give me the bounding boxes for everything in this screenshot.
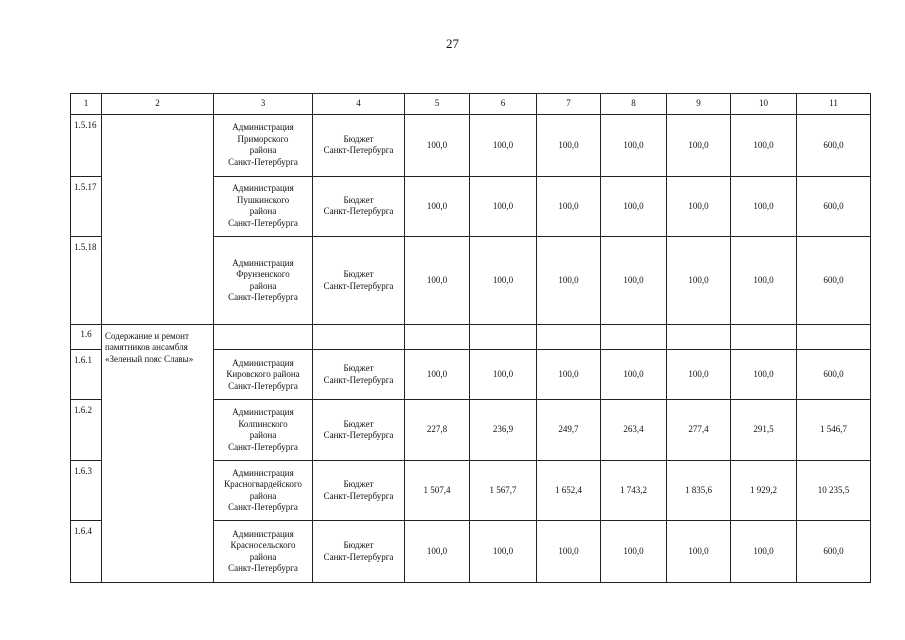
total-cell: 600,0 bbox=[797, 115, 871, 177]
header-cell: 2 bbox=[102, 94, 214, 115]
value-cell: 100,0 bbox=[601, 176, 667, 236]
source-line: Бюджет bbox=[343, 363, 374, 374]
source-cell bbox=[313, 521, 405, 583]
source-line: Санкт-Петербурга bbox=[323, 430, 394, 441]
header-cell: 8 bbox=[601, 94, 667, 115]
header-cell: 11 bbox=[797, 94, 871, 115]
org-line: Администрация bbox=[232, 357, 294, 368]
source-line: Санкт-Петербурга bbox=[323, 490, 394, 501]
value-cell: 100,0 bbox=[537, 115, 601, 177]
source-cell bbox=[313, 176, 405, 236]
header-cell: 1 bbox=[71, 94, 102, 115]
row-code: 1.5.17 bbox=[71, 176, 102, 236]
value-cell: 100,0 bbox=[667, 521, 731, 583]
source-line: Санкт-Петербурга bbox=[323, 280, 394, 291]
empty-cell bbox=[214, 324, 313, 349]
empty-cell bbox=[797, 324, 871, 349]
section-code: 1.6 bbox=[71, 324, 102, 349]
org-line: района bbox=[249, 430, 277, 441]
value-cell: 100,0 bbox=[470, 176, 537, 236]
value-cell: 100,0 bbox=[731, 350, 797, 400]
value-cell: 100,0 bbox=[405, 176, 470, 236]
value-cell: 100,0 bbox=[731, 237, 797, 325]
source-cell bbox=[313, 400, 405, 460]
value-cell: 1 835,6 bbox=[667, 460, 731, 520]
header-row bbox=[71, 94, 871, 115]
header-cell: 10 bbox=[731, 94, 797, 115]
org-line: Администрация bbox=[232, 183, 294, 194]
value-cell: 100,0 bbox=[667, 176, 731, 236]
header-cell: 3 bbox=[214, 94, 313, 115]
source-cell bbox=[313, 350, 405, 400]
value-cell: 100,0 bbox=[537, 237, 601, 325]
empty-cell bbox=[601, 324, 667, 349]
value-cell: 100,0 bbox=[537, 350, 601, 400]
org-line: района bbox=[249, 551, 277, 562]
value-cell: 1 652,4 bbox=[537, 460, 601, 520]
row-code: 1.6.4 bbox=[71, 521, 102, 583]
value-cell: 263,4 bbox=[601, 400, 667, 460]
value-cell: 236,9 bbox=[470, 400, 537, 460]
value-cell: 100,0 bbox=[667, 237, 731, 325]
org-cell bbox=[214, 350, 313, 400]
source-line: Санкт-Петербурга bbox=[323, 145, 394, 156]
value-cell: 1 929,2 bbox=[731, 460, 797, 520]
org-cell bbox=[214, 521, 313, 583]
org-line: Санкт-Петербурга bbox=[228, 156, 298, 167]
section-name-cell bbox=[102, 115, 214, 325]
value-cell: 100,0 bbox=[667, 350, 731, 400]
value-cell: 100,0 bbox=[470, 237, 537, 325]
empty-cell bbox=[731, 324, 797, 349]
source-line: Бюджет bbox=[343, 479, 374, 490]
org-line: Санкт-Петербурга bbox=[228, 502, 298, 513]
empty-cell bbox=[405, 324, 470, 349]
org-cell bbox=[214, 176, 313, 236]
total-cell: 600,0 bbox=[797, 237, 871, 325]
value-cell: 1 567,7 bbox=[470, 460, 537, 520]
org-line: района bbox=[249, 490, 277, 501]
source-line: Санкт-Петербурга bbox=[323, 374, 394, 385]
value-cell: 249,7 bbox=[537, 400, 601, 460]
value-cell: 100,0 bbox=[470, 115, 537, 177]
org-line: Санкт-Петербурга bbox=[228, 441, 298, 452]
org-line: Колпинского bbox=[238, 418, 288, 429]
org-line: района bbox=[249, 206, 277, 217]
value-cell: 100,0 bbox=[537, 521, 601, 583]
org-cell bbox=[214, 115, 313, 177]
row-code: 1.5.16 bbox=[71, 115, 102, 177]
value-cell: 227,8 bbox=[405, 400, 470, 460]
value-cell: 100,0 bbox=[405, 115, 470, 177]
org-line: Администрация bbox=[232, 528, 294, 539]
value-cell: 100,0 bbox=[601, 350, 667, 400]
header-cell: 6 bbox=[470, 94, 537, 115]
value-cell: 1 507,4 bbox=[405, 460, 470, 520]
org-line: Администрация bbox=[232, 257, 294, 268]
value-cell: 291,5 bbox=[731, 400, 797, 460]
total-cell: 1 546,7 bbox=[797, 400, 871, 460]
org-line: Администрация bbox=[232, 122, 294, 133]
value-cell: 100,0 bbox=[405, 237, 470, 325]
value-cell: 1 743,2 bbox=[601, 460, 667, 520]
value-cell: 100,0 bbox=[405, 521, 470, 583]
row-code: 1.6.3 bbox=[71, 460, 102, 520]
source-line: Санкт-Петербурга bbox=[323, 206, 394, 217]
org-line: Пушкинского bbox=[236, 194, 290, 205]
org-line: Красносельского bbox=[230, 540, 296, 551]
source-line: Бюджет bbox=[343, 269, 374, 279]
empty-cell bbox=[470, 324, 537, 349]
org-line: района bbox=[249, 280, 277, 291]
header-cell: 7 bbox=[537, 94, 601, 115]
value-cell: 100,0 bbox=[731, 521, 797, 583]
section-row bbox=[71, 324, 871, 349]
value-cell: 100,0 bbox=[470, 350, 537, 400]
value-cell: 100,0 bbox=[601, 237, 667, 325]
org-cell bbox=[214, 237, 313, 325]
source-line: Бюджет bbox=[343, 418, 374, 429]
org-line: Администрация bbox=[232, 467, 294, 478]
total-cell: 600,0 bbox=[797, 176, 871, 236]
org-line: Фрунзенского bbox=[236, 269, 290, 279]
table-row bbox=[71, 115, 871, 177]
org-line: Красногвардейского bbox=[224, 479, 302, 490]
value-cell: 100,0 bbox=[731, 176, 797, 236]
org-line: Администрация bbox=[232, 407, 294, 418]
empty-cell bbox=[313, 324, 405, 349]
source-cell bbox=[313, 237, 405, 325]
row-code: 1.6.1 bbox=[71, 350, 102, 400]
value-cell: 100,0 bbox=[537, 176, 601, 236]
org-line: Кировского района bbox=[226, 369, 300, 380]
empty-cell bbox=[537, 324, 601, 349]
header-cell: 4 bbox=[313, 94, 405, 115]
source-line: Бюджет bbox=[343, 133, 374, 144]
org-line: Санкт-Петербурга bbox=[228, 292, 298, 302]
value-cell: 100,0 bbox=[470, 521, 537, 583]
org-line: Приморского bbox=[237, 133, 289, 144]
total-cell: 600,0 bbox=[797, 350, 871, 400]
org-line: Санкт-Петербурга bbox=[228, 380, 298, 391]
source-cell bbox=[313, 115, 405, 177]
budget-table bbox=[70, 93, 871, 583]
header-cell: 5 bbox=[405, 94, 470, 115]
org-line: Санкт-Петербурга bbox=[228, 563, 298, 574]
value-cell: 277,4 bbox=[667, 400, 731, 460]
value-cell: 100,0 bbox=[601, 521, 667, 583]
value-cell: 100,0 bbox=[601, 115, 667, 177]
source-line: Санкт-Петербурга bbox=[323, 551, 394, 562]
section-title: Содержание и ремонт памятников ансамбля «Зеленый пояс Славы» bbox=[102, 324, 214, 582]
empty-cell bbox=[667, 324, 731, 349]
org-cell bbox=[214, 400, 313, 460]
org-line: района bbox=[249, 145, 277, 156]
row-code: 1.5.18 bbox=[71, 237, 102, 325]
row-code: 1.6.2 bbox=[71, 400, 102, 460]
org-line: Санкт-Петербурга bbox=[228, 217, 298, 228]
source-cell bbox=[313, 460, 405, 520]
value-cell: 100,0 bbox=[731, 115, 797, 177]
org-cell bbox=[214, 460, 313, 520]
page-number: 27 bbox=[446, 36, 459, 51]
source-line: Бюджет bbox=[343, 194, 374, 205]
value-cell: 100,0 bbox=[667, 115, 731, 177]
source-line: Бюджет bbox=[343, 540, 374, 551]
header-cell: 9 bbox=[667, 94, 731, 115]
total-cell: 10 235,5 bbox=[797, 460, 871, 520]
total-cell: 600,0 bbox=[797, 521, 871, 583]
value-cell: 100,0 bbox=[405, 350, 470, 400]
